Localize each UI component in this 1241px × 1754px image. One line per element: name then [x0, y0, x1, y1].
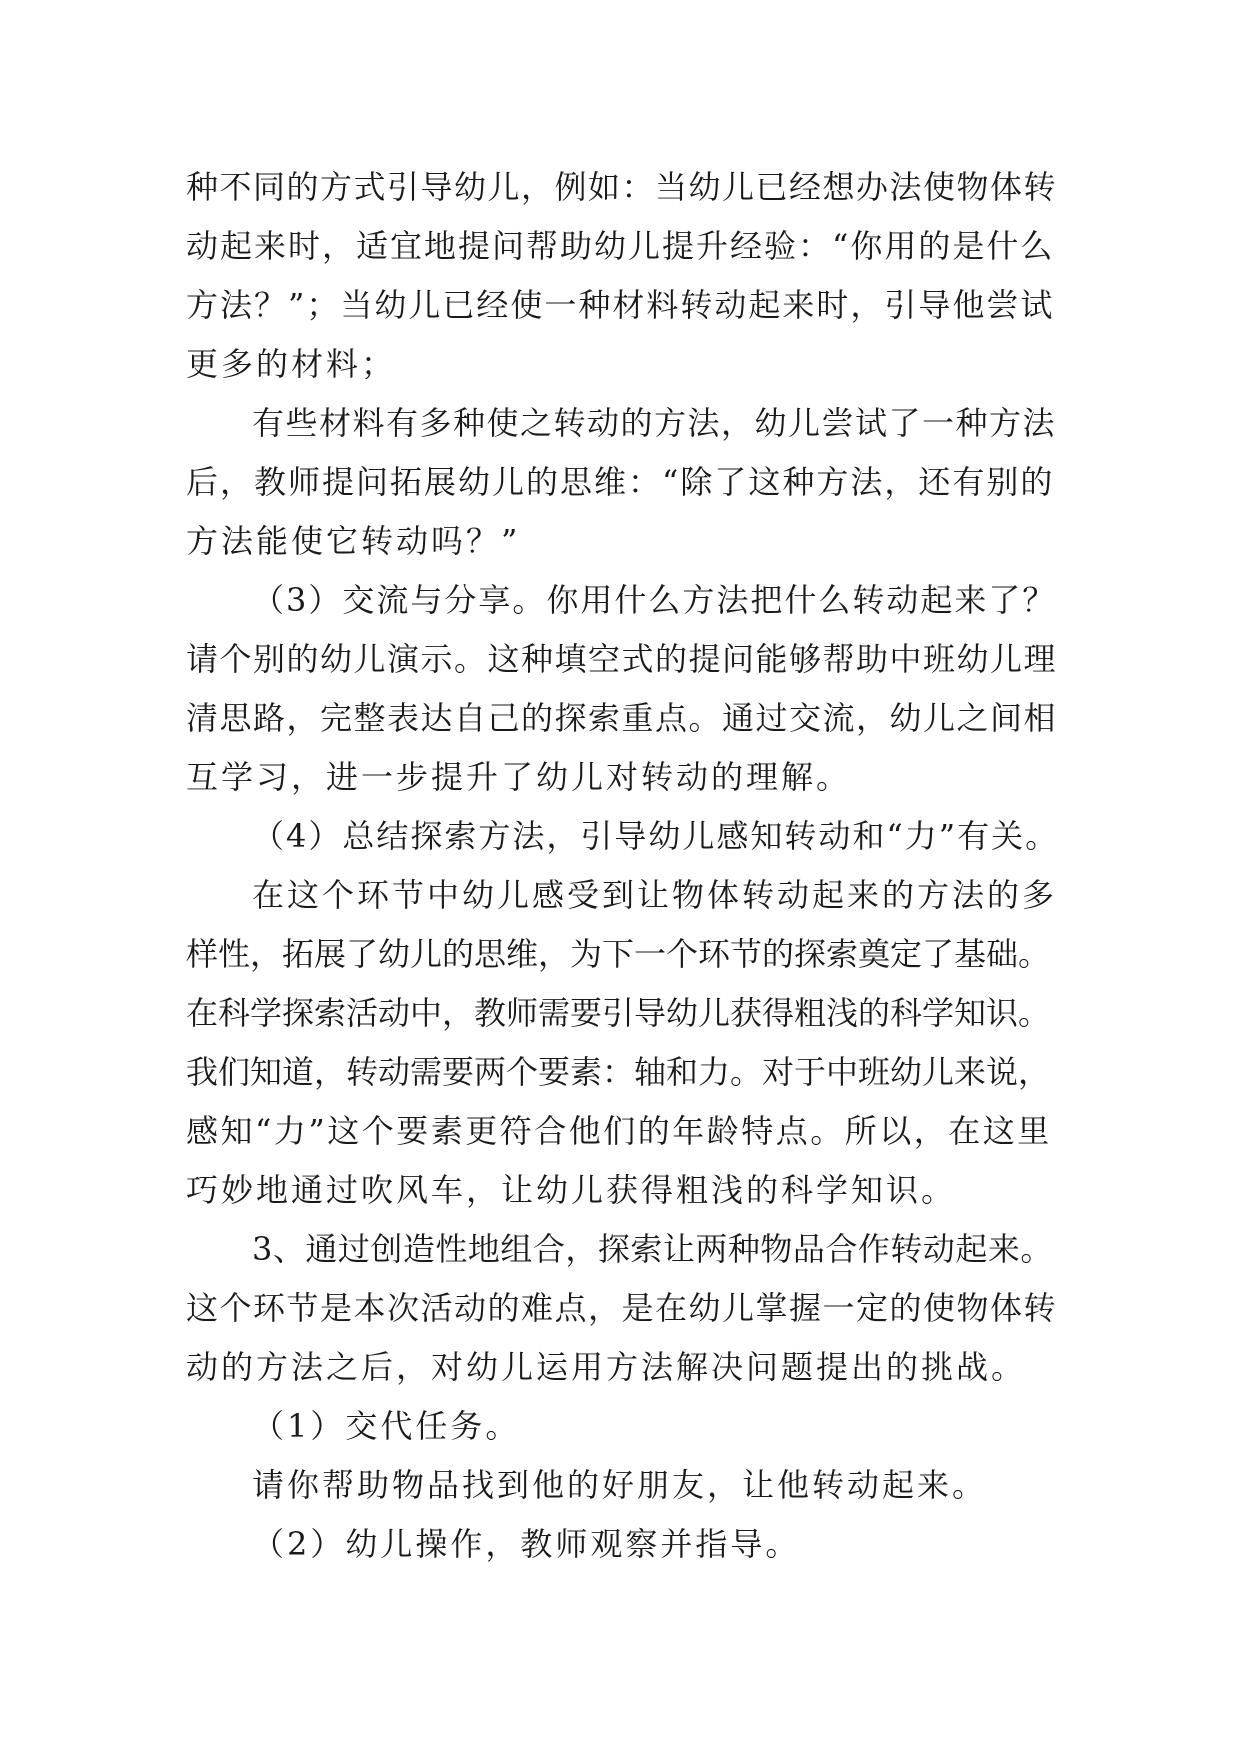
text-line-21: 动的方法之后，对幼儿运用方法解决问题提出的挑战。 [186, 1348, 1027, 1386]
text-line-5: 有些材料有多种使之转动的方法，幼儿尝试了一种方法 [252, 404, 1057, 442]
text-line-16: 我们知道，转动需要两个要素：轴和力。对于中班幼儿来说， [186, 1053, 1051, 1091]
text-line-3: 方法？”；当幼儿已经使一种材料转动起来时，引导他尝试 [186, 286, 1055, 324]
text-line-2: 动起来时，适宜地提问帮助幼儿提升经验：“你用的是什么 [186, 227, 1055, 265]
text-line-10: 清思路，完整表达自己的探索重点。通过交流，幼儿之间相 [186, 699, 1058, 737]
text-line-24: （2）幼儿操作，教师观察并指导。 [252, 1525, 801, 1563]
text-line-19: 3、通过创造性地组合，探索让两种物品合作转动起来。 [252, 1230, 1053, 1268]
text-line-18: 巧妙地通过吹风车，让幼儿获得粗浅的科学知识。 [186, 1171, 957, 1209]
text-line-20: 这个环节是本次活动的难点，是在幼儿掌握一定的使物体转 [186, 1289, 1058, 1327]
text-line-11: 互学习，进一步提升了幼儿对转动的理解。 [186, 758, 852, 796]
text-line-15: 在科学探索活动中，教师需要引导幼儿获得粗浅的科学知识。 [186, 994, 1051, 1032]
text-line-4: 更多的材料； [186, 345, 397, 383]
text-line-7: 方法能使它转动吗？” [186, 522, 521, 560]
text-line-6: 后，教师提问拓展幼儿的思维：“除了这种方法，还有别的 [186, 463, 1055, 501]
text-line-17: 感知“力”这个要素更符合他们的年龄特点。所以，在这里 [186, 1112, 1052, 1150]
text-line-8: （3）交流与分享。你用什么方法把什么转动起来了？ [252, 581, 1057, 619]
text-line-13: 在这个环节中幼儿感受到让物体转动起来的方法的多 [252, 876, 1058, 914]
text-line-23: 请你帮助物品找到他的好朋友，让他转动起来。 [252, 1466, 988, 1504]
text-line-22: （1）交代任务。 [252, 1407, 521, 1445]
text-line-1: 种不同的方式引导幼儿，例如：当幼儿已经想办法使物体转 [186, 168, 1058, 206]
text-line-9: 请个别的幼儿演示。这种填空式的提问能够帮助中班幼儿理 [186, 640, 1058, 678]
text-line-14: 样性，拓展了幼儿的思维，为下一个环节的探索奠定了基础。 [186, 935, 1051, 973]
text-line-12: （4）总结探索方法，引导幼儿感知转动和“力”有关。 [252, 817, 1060, 855]
